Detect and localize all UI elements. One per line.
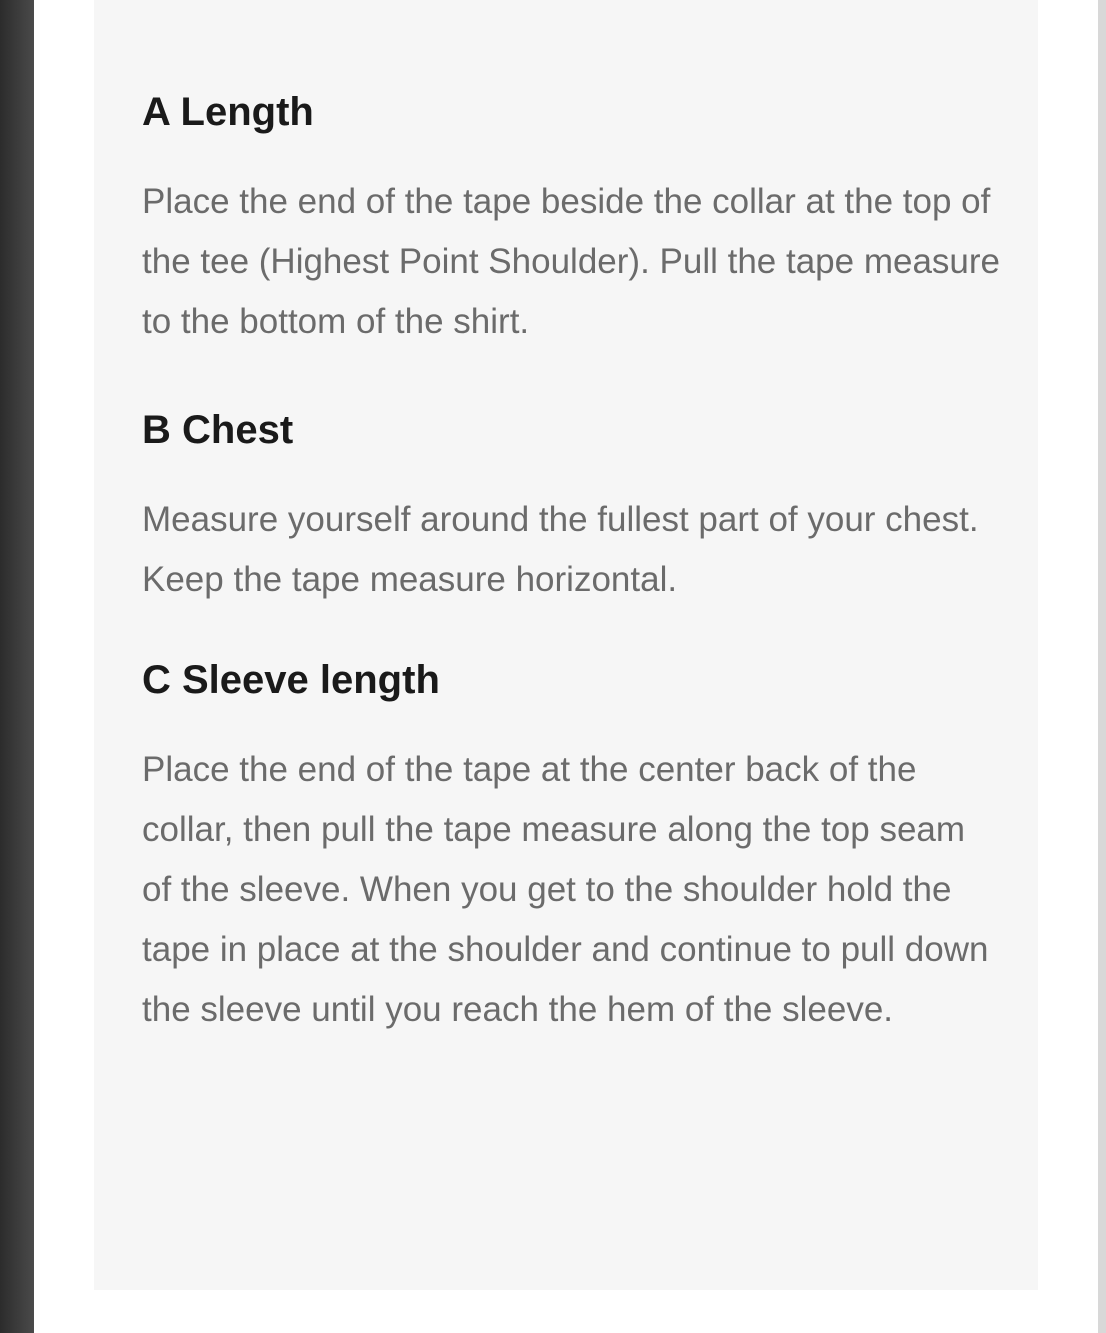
chest-description: Measure yourself around the fullest part of your chest. Keep the tape measure horizontal. <box>142 500 979 599</box>
sleeve-length-description: Place the end of the tape at the center back of the collar, then pull the tape measure along the top seam of the sleeve. When you get to the shoulder hold the tape in place at the shoulder and continue to pull down the sleeve until you reach the hem of the sleeve. <box>142 750 989 1029</box>
measuring-guide-content <box>142 82 1002 1040</box>
sleeve-length-heading: C Sleeve length <box>142 658 440 702</box>
page-backdrop <box>0 0 34 1333</box>
length-description: Place the end of the tape beside the collar at the top of the tee (Highest Point Shoulder). Pull the tape measure to the bottom of the shirt. <box>142 182 1000 341</box>
length-heading: A Length <box>142 90 314 134</box>
measuring-guide-panel[interactable] <box>94 0 1038 1290</box>
page-backdrop-right <box>1098 0 1106 1333</box>
chest-heading: B Chest <box>142 408 294 452</box>
size-guide-modal <box>34 0 1098 1333</box>
